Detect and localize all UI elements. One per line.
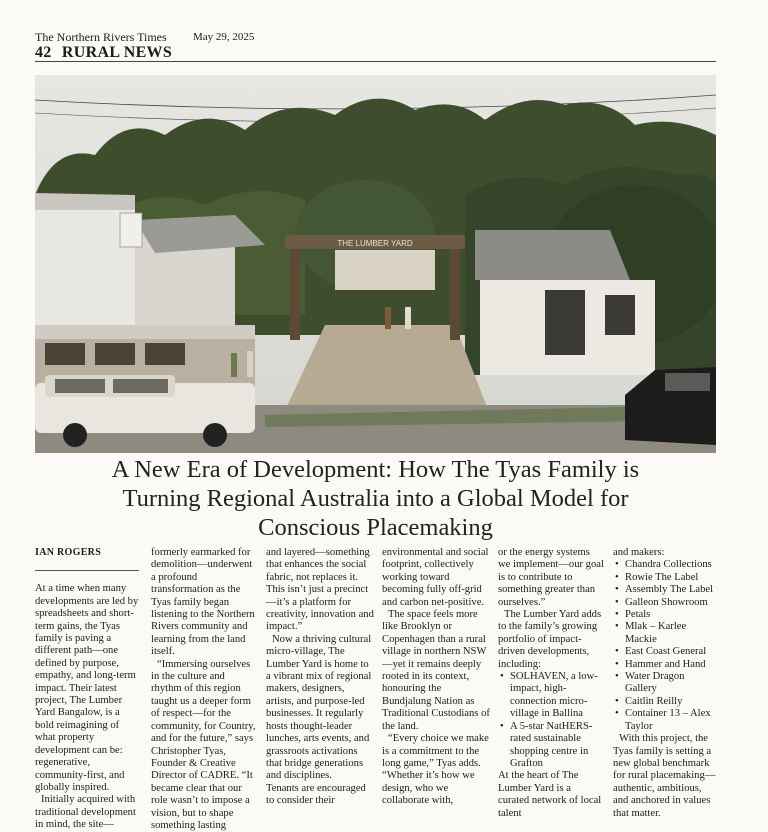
- paragraph: Tenants are encouraged to consider their: [266, 782, 366, 807]
- paragraph: The space feels more like Brooklyn or Copenhagen than a rural village in northern NSW—yet it remains deeply rooted in its context, honouring the Bundjalung Nation as Traditional Custodians of the land.: [382, 609, 490, 732]
- list-item: • Assembly The Label: [613, 584, 716, 596]
- article-column-1: [35, 547, 141, 832]
- headline-line-3: Conscious Placemaking: [258, 514, 493, 541]
- list-item: • East Coast General: [613, 646, 716, 658]
- makers-list: [613, 559, 716, 733]
- list-item: • A 5-star NatHERS-rated sustainable shopping centre in Grafton: [498, 721, 604, 771]
- list-item: • Chandra Collections: [613, 559, 716, 571]
- list-item: • Petals: [613, 609, 716, 621]
- issue-date: May 29, 2025: [193, 31, 255, 43]
- paragraph: or the energy systems we implement—our goal is to contribute to something greater than ourselves.”: [498, 547, 604, 608]
- article-column-2: [151, 547, 258, 832]
- paragraph: At the heart of The Lumber Yard is a curated network of local talent: [498, 770, 602, 819]
- list-item: • SOLHAVEN, a low-impact, high-connection micro-village in Ballina: [498, 671, 604, 721]
- list-item: • Caitlin Reilly: [613, 696, 716, 708]
- publication-name: The Northern Rivers Times: [35, 30, 167, 44]
- list-item: • Hammer and Hand: [613, 659, 716, 671]
- feature-photo: [35, 75, 716, 453]
- page-header: [35, 44, 172, 62]
- headline-line-2: Turning Regional Australia into a Global Model for: [122, 485, 629, 512]
- paragraph: “Every choice we make is a commitment to the long game,” Tyas adds. “Whether it’s how we design, who we collaborate with,: [382, 733, 489, 807]
- byline-rule: [35, 570, 139, 571]
- paragraph: environmental and social footprint, collectively working toward becoming fully off-grid and carbon net-positive.: [382, 547, 489, 608]
- list-item: • Container 13 – Alex Taylor: [613, 708, 716, 733]
- lumber-yard-sign-text: THE LUMBER YARD: [337, 239, 413, 248]
- list-item: • Galleon Showroom: [613, 597, 716, 609]
- list-item: • Rowie The Label: [613, 572, 716, 584]
- list-item: • Mlak – Karlee Mackie: [613, 621, 716, 646]
- paragraph: At a time when many developments are led by spreadsheets and short-term gains, the Tyas family is paving a different path—one defined by purpose, empathy, and long-term impact. Their latest project, The Lumber Yard Bangalow, is a bold reimagining of what property development can be: regenerative, community-first, and globally inspired.: [35, 583, 139, 793]
- article-column-6: [613, 547, 716, 820]
- list-item: • Water Dragon Gallery: [613, 671, 716, 696]
- paragraph: The Lumber Yard adds to the family’s growing portfolio of impact-driven developments, including:: [498, 609, 602, 670]
- article-column-4: [382, 547, 490, 808]
- paragraph: Initially acquired with traditional development in mind, the site—: [35, 794, 136, 831]
- development-list: [498, 671, 604, 770]
- paragraph: and makers:: [613, 547, 665, 558]
- article-column-5: [498, 547, 604, 820]
- headline-line-1: A New Era of Development: How The Tyas Family is: [111, 456, 640, 483]
- section-title: RURAL NEWS: [61, 44, 173, 61]
- paragraph: “Immersing ourselves in the culture and rhythm of this region taught us a deeper form of respect—for the community, for Country, and for the future,” says Christopher Tyas, Founder & Creative Director of CADRE. “It became clear that our role wasn’t to impose a vision, but to shape something lasting: [151, 658, 256, 831]
- header-rule: [35, 61, 716, 62]
- paragraph: With this project, the Tyas family is setting a new global benchmark for rural placemaking—authentic, ambitious, and anchored in values that matter.: [613, 733, 716, 819]
- paragraph: Now a thriving cultural micro-village, The Lumber Yard is home to a vibrant mix of regional makers, designers, artists, and purpose-led businesses. It regularly hosts thought-leader lunches, arts events, and grassroots activations that bridge generations and disciplines.: [266, 633, 372, 782]
- paragraph: formerly earmarked for demolition—underwent a profound transformation as the Tyas family began listening to the Northern Rivers community and learning from the land itself.: [151, 547, 255, 658]
- article-headline: [35, 455, 716, 542]
- paragraph: and layered—something that enhances the social fabric, not replaces it. This isn’t just a precinct—it’s a platform for creativity, innovation and impact.”: [266, 547, 374, 633]
- page-number: 42: [35, 44, 52, 61]
- byline: IAN ROGERS: [35, 547, 102, 558]
- article-column-3: [266, 547, 374, 808]
